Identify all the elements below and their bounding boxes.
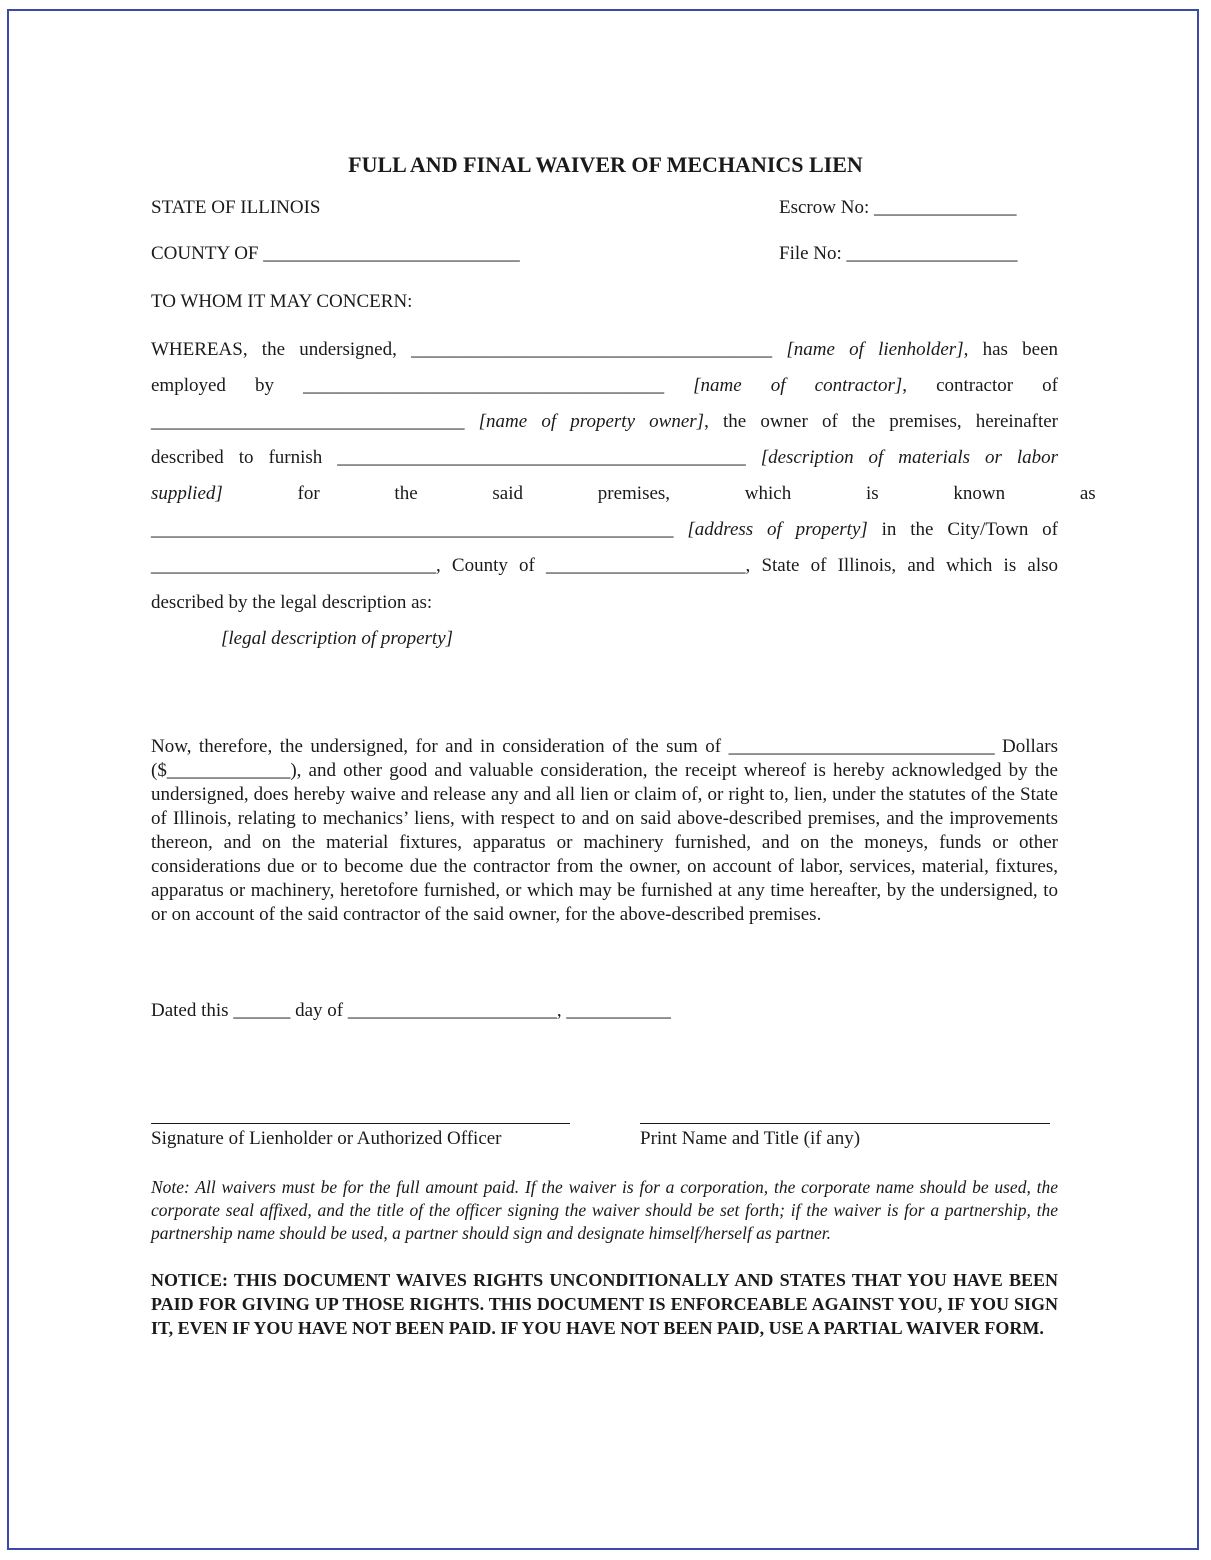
notice-text: NOTICE: THIS DOCUMENT WAIVES RIGHTS UNCONDITIONALLY AND STATES THAT YOU HAVE BEEN PAID FOR GIVING UP THOSE RIGHTS. THIS DOCUMENT IS ENFORCEABLE AGAINST YOU, IF YOU SIGN IT, EVEN IF YOU HAVE NOT BEEN PAID. IF YOU HAVE NOT BEEN PAID, USE A PARTIAL WAIVER FORM. (151, 1270, 1058, 1338)
whereas-text: WHEREAS, the undersigned, ______________________________________ (151, 339, 773, 360)
signature-line (151, 1123, 570, 1124)
legal-description-text: [legal description of property] (221, 628, 454, 649)
address-blank: _______________________________________________________ (151, 519, 674, 540)
file-number-field: File No: __________________ (779, 243, 1018, 264)
county-field: COUNTY OF ___________________________ (151, 243, 520, 264)
state-label: STATE OF ILLINOIS (151, 197, 321, 218)
contractor-hint: [name of contractor] (693, 375, 903, 396)
whereas-line-5 (151, 483, 1096, 505)
premises-text: , the owner of the premises, hereinafter (704, 411, 1059, 432)
signature-label: Signature of Lienholder or Authorized Officer (151, 1128, 502, 1149)
escrow-number-field: Escrow No: _______________ (779, 197, 1017, 218)
owner-hint: [name of property owner] (478, 411, 705, 432)
legal-description-hint (221, 628, 453, 650)
dated-line: Dated this ______ day of ______________________, ___________ (151, 1000, 671, 1021)
whereas-line-4 (151, 447, 1058, 469)
whereas-line-6 (151, 519, 1058, 541)
whereas-line-2 (151, 375, 1058, 397)
whereas-line-1 (151, 339, 1058, 361)
known-as-text: for the said premises, which is known as (297, 483, 1096, 504)
whereas-line-7: ______________________________, County of _____________________, State of Illinois, and which is also (151, 555, 1058, 576)
print-name-label: Print Name and Title (if any) (640, 1128, 861, 1149)
contractor-of-text: , contractor of (902, 375, 1058, 396)
waiver-note: Note: All waivers must be for the full amount paid. If the waiver is for a corporation, the corporate name should be used, the corporate seal affixed, and the title of the officer signing the waiver should be set forth; if the waiver is for a partnership, the partnership name should be used, a partner should sign and designate himself/herself as partner. (151, 1177, 1058, 1243)
whereas-line-8: described by the legal description as: (151, 592, 433, 613)
salutation: TO WHOM IT MAY CONCERN: (151, 291, 413, 312)
city-town-text: in the City/Town of (881, 519, 1059, 540)
owner-blank: _________________________________ (151, 411, 465, 432)
employed-text: employed by ______________________________________ (151, 375, 665, 396)
supplied-hint: supplied] (151, 483, 223, 504)
whereas-line-3 (151, 411, 1058, 433)
consideration-paragraph: Now, therefore, the undersigned, for and in consideration of the sum of ____________________________ Dollars ($_____________), and other good and valuable consideration, the receipt whereof is hereby acknowledged by the undersigned, does hereby waive and release any and all lien or claim of, or right to, lien, under the statutes of the State of Illinois, relating to mechanics’ liens, with respect to and on said above-described premises, and the improvements thereon, and on the material fixtures, apparatus or machinery furnished, and on the moneys, funds or other considerations due or to become due the contractor from the owner, on account of labor, services, material, fixtures, apparatus or machinery, heretofore furnished, or which may be furnished at any time hereafter, by the undersigned, to or on account of the said contractor of the said owner, for the above-described premises. (151, 736, 1058, 925)
furnish-text: described to furnish ___________________________________________ (151, 447, 746, 468)
address-hint: [address of property] (687, 519, 868, 540)
document-title: FULL AND FINAL WAIVER OF MECHANICS LIEN (348, 152, 863, 177)
materials-hint: [description of materials or labor (760, 447, 1059, 468)
has-been-text: , has been (963, 339, 1059, 360)
lienholder-hint: [name of lienholder] (786, 339, 964, 360)
print-name-line (640, 1123, 1050, 1124)
